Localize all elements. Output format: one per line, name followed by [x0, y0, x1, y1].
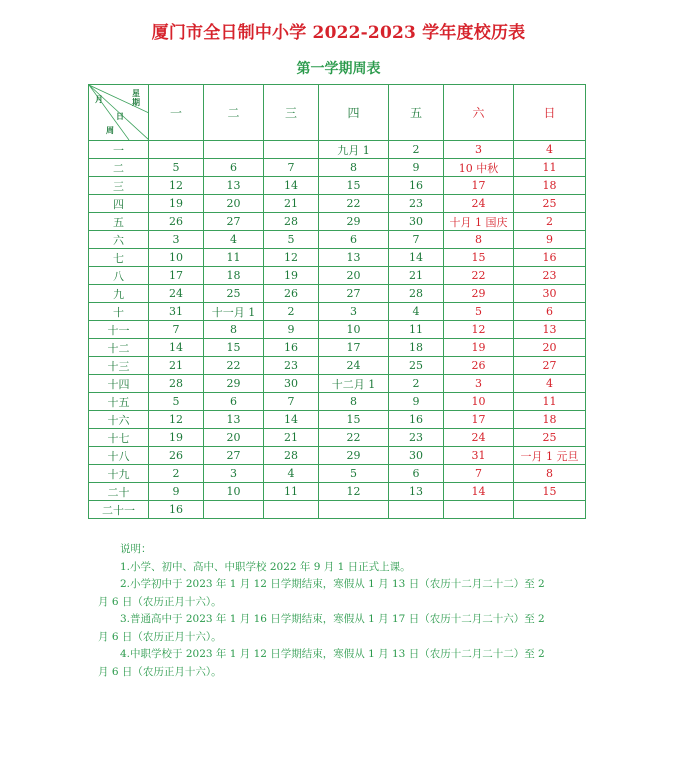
day-cell: 18 [514, 177, 586, 195]
day-cell [264, 141, 319, 159]
week-number-cell: 二 [89, 159, 149, 177]
table-row [89, 483, 586, 501]
day-cell: 3 [149, 231, 204, 249]
week-number-cell: 十 [89, 303, 149, 321]
day-cell: 2 [149, 465, 204, 483]
day-cell: 26 [149, 447, 204, 465]
day-cell: 10 [444, 393, 514, 411]
day-cell: 25 [204, 285, 264, 303]
day-cell: 10 [319, 321, 389, 339]
day-cell: 7 [389, 231, 444, 249]
table-row [89, 357, 586, 375]
week-number-cell: 十二 [89, 339, 149, 357]
day-cell: 6 [514, 303, 586, 321]
day-cell: 11 [389, 321, 444, 339]
day-cell: 17 [149, 267, 204, 285]
day-cell: 13 [514, 321, 586, 339]
week-number-cell: 十五 [89, 393, 149, 411]
day-cell: 15 [319, 177, 389, 195]
day-cell: 11 [204, 249, 264, 267]
day-cell: 20 [514, 339, 586, 357]
day-cell: 2 [264, 303, 319, 321]
day-cell: 十二月 1 [319, 375, 389, 393]
table-row [89, 195, 586, 213]
weekday-header-tue: 二 [204, 85, 264, 141]
day-cell: 22 [319, 195, 389, 213]
day-cell: 9 [264, 321, 319, 339]
day-cell: 6 [319, 231, 389, 249]
note-item-2-continued: 月 6 日（农历正月十六）。 [98, 595, 222, 608]
week-number-cell: 五 [89, 213, 149, 231]
week-number-cell: 六 [89, 231, 149, 249]
week-number-cell: 八 [89, 267, 149, 285]
week-number-cell: 十三 [89, 357, 149, 375]
day-cell: 7 [264, 159, 319, 177]
day-cell: 18 [389, 339, 444, 357]
day-cell: 30 [264, 375, 319, 393]
weekday-header-sun: 日 [514, 85, 586, 141]
day-cell: 9 [514, 231, 586, 249]
note-item-4: 4.中职学校于 2023 年 1 月 12 日学期结束，寒假从 1 月 13 日（农历十二月二十二）至 2 [120, 648, 545, 660]
week-number-cell: 四 [89, 195, 149, 213]
note-item-3-continued: 月 6 日（农历正月十六）。 [98, 630, 222, 643]
day-cell: 22 [319, 429, 389, 447]
day-cell: 26 [444, 357, 514, 375]
day-cell: 一月 1 元旦 [514, 447, 586, 465]
day-cell: 3 [319, 303, 389, 321]
calendar-body [89, 141, 586, 519]
day-cell: 11 [514, 159, 586, 177]
day-cell: 4 [514, 375, 586, 393]
corner-week-label: 周 [106, 125, 114, 135]
notes-section [98, 541, 598, 681]
day-cell: 29 [444, 285, 514, 303]
corner-header-cell [89, 85, 149, 141]
day-cell: 28 [264, 447, 319, 465]
day-cell: 20 [319, 267, 389, 285]
table-row [89, 231, 586, 249]
day-cell: 21 [389, 267, 444, 285]
day-cell: 8 [444, 231, 514, 249]
day-cell: 28 [389, 285, 444, 303]
day-cell: 16 [514, 249, 586, 267]
weekday-header-sat: 六 [444, 85, 514, 141]
day-cell: 九月 1 [319, 141, 389, 159]
week-number-cell: 十一 [89, 321, 149, 339]
day-cell: 23 [264, 357, 319, 375]
day-cell: 19 [264, 267, 319, 285]
day-cell: 30 [389, 447, 444, 465]
day-cell: 21 [264, 195, 319, 213]
day-cell: 14 [149, 339, 204, 357]
day-cell: 23 [389, 429, 444, 447]
week-number-cell: 十七 [89, 429, 149, 447]
day-cell: 14 [444, 483, 514, 501]
week-number-cell: 十六 [89, 411, 149, 429]
day-cell: 15 [444, 249, 514, 267]
day-cell: 15 [204, 339, 264, 357]
header-row [89, 85, 586, 141]
day-cell: 16 [389, 177, 444, 195]
day-cell [389, 501, 444, 519]
day-cell: 13 [204, 177, 264, 195]
table-row [89, 465, 586, 483]
day-cell: 19 [149, 429, 204, 447]
day-cell: 7 [444, 465, 514, 483]
note-item-2: 2.小学初中于 2023 年 1 月 12 日学期结束，寒假从 1 月 13 日（农历十二月二十二）至 2 [120, 578, 545, 590]
table-row [89, 303, 586, 321]
day-cell: 29 [319, 447, 389, 465]
day-cell: 26 [264, 285, 319, 303]
day-cell: 24 [444, 429, 514, 447]
day-cell: 4 [204, 231, 264, 249]
day-cell: 18 [204, 267, 264, 285]
day-cell: 十月 1 国庆 [444, 213, 514, 231]
table-row [89, 213, 586, 231]
weekday-header-fri: 五 [389, 85, 444, 141]
day-cell: 5 [264, 231, 319, 249]
table-row [89, 321, 586, 339]
table-row [89, 285, 586, 303]
day-cell [149, 141, 204, 159]
day-cell: 21 [264, 429, 319, 447]
day-cell: 24 [149, 285, 204, 303]
day-cell: 6 [204, 393, 264, 411]
day-cell: 2 [389, 375, 444, 393]
day-cell: 18 [514, 411, 586, 429]
day-cell: 31 [149, 303, 204, 321]
day-cell: 25 [514, 429, 586, 447]
page-subtitle: 第一学期周表 [296, 61, 381, 77]
note-item-4-continued: 月 6 日（农历正月十六）。 [98, 665, 222, 678]
day-cell: 16 [149, 501, 204, 519]
day-cell: 16 [389, 411, 444, 429]
day-cell: 8 [319, 159, 389, 177]
day-cell: 17 [444, 411, 514, 429]
day-cell: 27 [204, 213, 264, 231]
day-cell: 16 [264, 339, 319, 357]
week-number-cell: 三 [89, 177, 149, 195]
table-row [89, 339, 586, 357]
weekday-header-mon: 一 [149, 85, 204, 141]
day-cell: 5 [149, 159, 204, 177]
day-cell: 8 [514, 465, 586, 483]
table-row [89, 429, 586, 447]
day-cell: 26 [149, 213, 204, 231]
day-cell: 6 [389, 465, 444, 483]
day-cell: 13 [204, 411, 264, 429]
day-cell [264, 501, 319, 519]
table-row [89, 375, 586, 393]
notes-heading: 说明： [120, 543, 152, 555]
day-cell: 14 [389, 249, 444, 267]
day-cell: 24 [444, 195, 514, 213]
day-cell: 9 [149, 483, 204, 501]
week-number-cell: 九 [89, 285, 149, 303]
corner-month-label: 月 [95, 94, 103, 104]
day-cell: 23 [514, 267, 586, 285]
day-cell: 5 [444, 303, 514, 321]
day-cell: 2 [389, 141, 444, 159]
day-cell: 17 [319, 339, 389, 357]
day-cell: 12 [264, 249, 319, 267]
day-cell: 9 [389, 393, 444, 411]
day-cell [514, 501, 586, 519]
day-cell: 4 [389, 303, 444, 321]
table-row [89, 141, 586, 159]
table-row [89, 267, 586, 285]
day-cell: 31 [444, 447, 514, 465]
table-row [89, 393, 586, 411]
day-cell: 13 [319, 249, 389, 267]
day-cell: 27 [204, 447, 264, 465]
day-cell: 9 [389, 159, 444, 177]
table-row [89, 159, 586, 177]
day-cell: 19 [444, 339, 514, 357]
day-cell: 5 [149, 393, 204, 411]
day-cell: 28 [149, 375, 204, 393]
day-cell: 12 [149, 177, 204, 195]
day-cell: 12 [444, 321, 514, 339]
day-cell: 23 [389, 195, 444, 213]
note-item-1: 1.小学、初中、高中、中职学校 2022 年 9 月 1 日正式上课。 [120, 560, 411, 573]
note-item-3: 3.普通高中于 2023 年 1 月 16 日学期结束，寒假从 1 月 17 日（农历十二月二十六）至 2 [120, 613, 545, 625]
weekday-header-thu: 四 [319, 85, 389, 141]
day-cell: 22 [204, 357, 264, 375]
day-cell: 10 中秋 [444, 159, 514, 177]
day-cell: 十一月 1 [204, 303, 264, 321]
week-number-cell: 七 [89, 249, 149, 267]
day-cell: 17 [444, 177, 514, 195]
day-cell: 8 [204, 321, 264, 339]
day-cell: 25 [389, 357, 444, 375]
day-cell: 3 [444, 141, 514, 159]
day-cell: 15 [514, 483, 586, 501]
day-cell: 27 [514, 357, 586, 375]
day-cell: 8 [319, 393, 389, 411]
day-cell: 29 [204, 375, 264, 393]
day-cell: 11 [514, 393, 586, 411]
day-cell: 5 [319, 465, 389, 483]
day-cell: 20 [204, 429, 264, 447]
day-cell: 11 [264, 483, 319, 501]
day-cell: 29 [319, 213, 389, 231]
day-cell: 22 [444, 267, 514, 285]
day-cell: 7 [149, 321, 204, 339]
day-cell: 21 [149, 357, 204, 375]
table-row [89, 249, 586, 267]
day-cell: 15 [319, 411, 389, 429]
day-cell [204, 501, 264, 519]
day-cell: 2 [514, 213, 586, 231]
day-cell: 19 [149, 195, 204, 213]
week-number-cell: 十四 [89, 375, 149, 393]
week-number-cell: 十八 [89, 447, 149, 465]
week-number-cell: 二十 [89, 483, 149, 501]
day-cell: 6 [204, 159, 264, 177]
day-cell: 10 [204, 483, 264, 501]
week-number-cell: 十九 [89, 465, 149, 483]
day-cell: 30 [514, 285, 586, 303]
day-cell: 28 [264, 213, 319, 231]
week-number-cell: 一 [89, 141, 149, 159]
table-row [89, 447, 586, 465]
day-cell: 25 [514, 195, 586, 213]
day-cell: 3 [444, 375, 514, 393]
day-cell: 12 [319, 483, 389, 501]
day-cell: 3 [204, 465, 264, 483]
weekday-header-wed: 三 [264, 85, 319, 141]
corner-weekday-label: 星期 [132, 88, 140, 107]
table-row [89, 501, 586, 519]
day-cell: 27 [319, 285, 389, 303]
table-row [89, 177, 586, 195]
day-cell [204, 141, 264, 159]
day-cell: 14 [264, 177, 319, 195]
day-cell: 10 [149, 249, 204, 267]
day-cell: 30 [389, 213, 444, 231]
page-title: 厦门市全日制中小学 2022-2023 学年度校历表 [151, 23, 526, 43]
calendar-table [88, 84, 586, 519]
day-cell: 4 [514, 141, 586, 159]
day-cell [444, 501, 514, 519]
day-cell: 4 [264, 465, 319, 483]
day-cell: 12 [149, 411, 204, 429]
corner-day-label: 日 [116, 111, 124, 121]
table-row [89, 411, 586, 429]
day-cell: 24 [319, 357, 389, 375]
day-cell: 20 [204, 195, 264, 213]
week-number-cell: 二十一 [89, 501, 149, 519]
day-cell [319, 501, 389, 519]
day-cell: 7 [264, 393, 319, 411]
day-cell: 14 [264, 411, 319, 429]
day-cell: 13 [389, 483, 444, 501]
